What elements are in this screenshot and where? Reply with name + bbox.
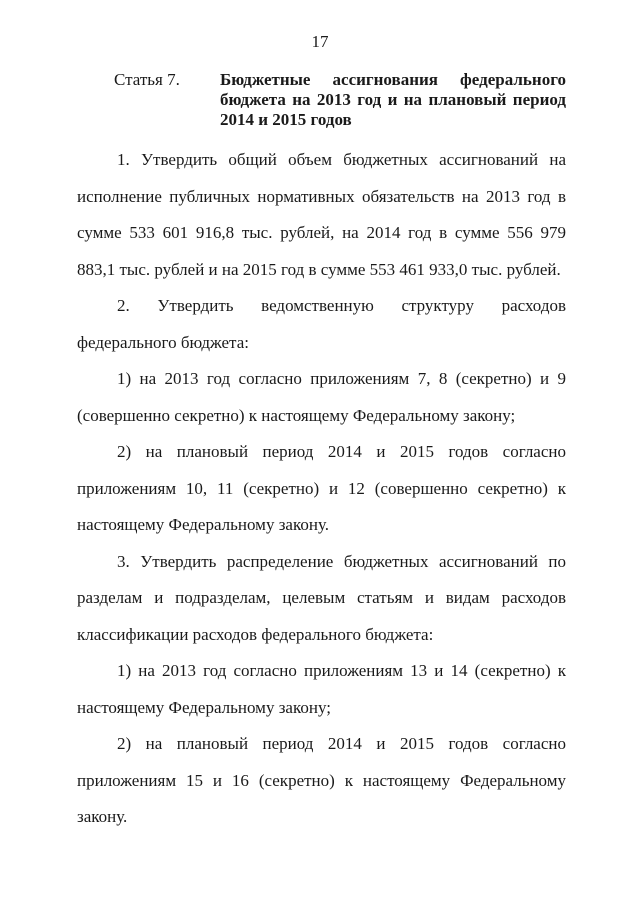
- paragraph-1: 1. Утвердить общий объем бюджетных ассигнований на исполнение публичных нормативных обязательств на 2013 год в сумме 533 601 916,8 тыс. рублей, на 2014 год в сумме 556 979 883,1 тыс. рублей и на 2015 год в сумме 553 461 933,0 тыс. рублей.: [77, 150, 566, 279]
- paragraph-3-item-1: 1) на 2013 год согласно приложениям 13 и 14 (секретно) к настоящему Федеральному закону;: [77, 661, 566, 717]
- page-number: 17: [311, 32, 329, 51]
- article-body: [77, 142, 566, 836]
- paragraph-2-item-2: 2) на плановый период 2014 и 2015 годов согласно приложениям 10, 11 (секретно) и 12 (совершенно секретно) к настоящему Федеральному закону.: [77, 442, 566, 534]
- paragraph-3: 3. Утвердить распределение бюджетных ассигнований по разделам и подразделам, целевым статьям и видам расходов классификации расходов федерального бюджета:: [77, 551, 566, 644]
- paragraph-2: 2. Утвердить ведомственную структуру расходов федерального бюджета:: [77, 296, 566, 352]
- article-title: Бюджетные ассигнования федерального бюджета на 2013 год и на плановый период 2014 и 2015 годов: [220, 70, 566, 129]
- article-label: Статья 7.: [114, 70, 180, 89]
- paragraph-2-item-1: 1) на 2013 год согласно приложениям 7, 8 (секретно) и 9 (совершенно секретно) к настоящему Федеральному закону;: [77, 369, 566, 425]
- paragraph-3-item-2: 2) на плановый период 2014 и 2015 годов согласно приложениям 15 и 16 (секретно) к настоящему Федеральному закону.: [77, 734, 566, 826]
